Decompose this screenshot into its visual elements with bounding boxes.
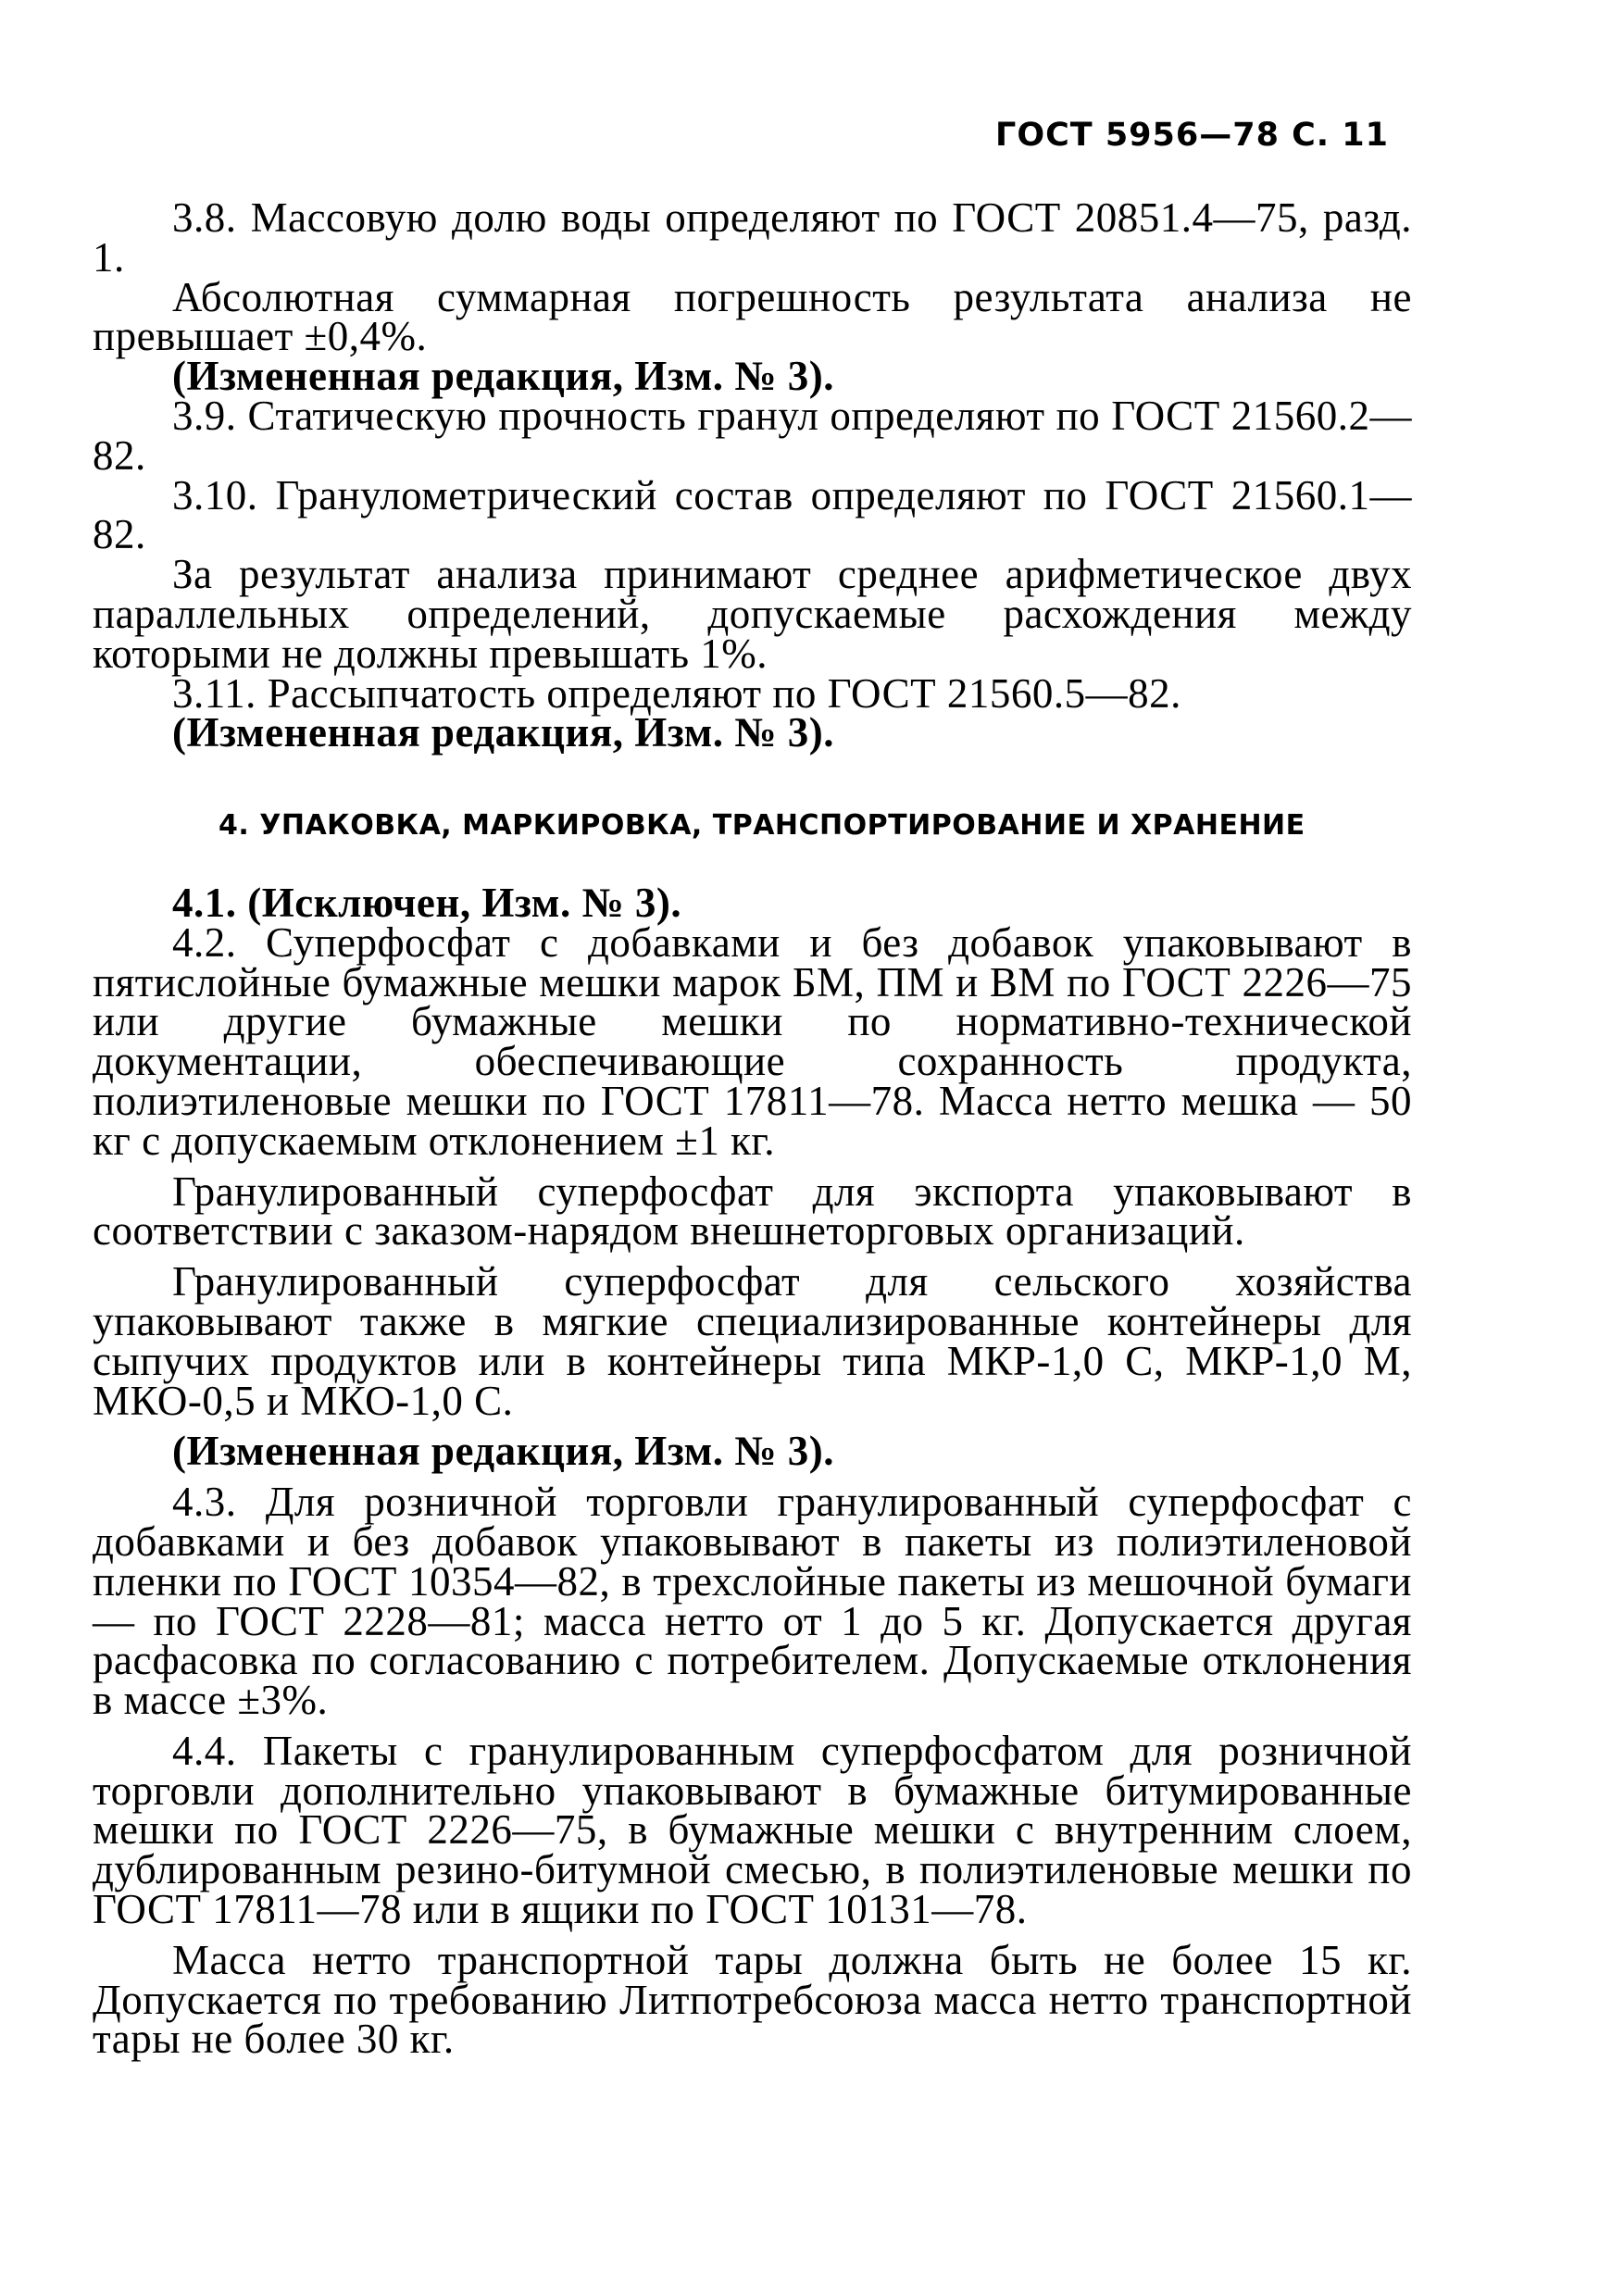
page-header: ГОСТ 5956—78 С. 11 <box>995 117 1389 154</box>
paragraph-3-9: 3.9. Статическую прочность гранул определяют по ГОСТ 21560.2—82. <box>93 392 1412 479</box>
paragraph-4-4: 4.4. Пакеты с гранулированным суперфосфатом для розничной торговли дополнительно упаковывают в бумажные битумированные мешки по ГОСТ 2226—75, в бумажные мешки с внутренним слоем, дублированным резино-битумной смесью, в полиэтиленовые мешки по ГОСТ 17811—78 или в ящики по ГОСТ 10131—78. <box>93 1727 1412 1933</box>
amendment-note: (Измененная редакция, Изм. № 3). <box>172 353 835 400</box>
paragraph-error-limit: Абсолютная суммарная погрешность результата анализа не превышает ±0,4%. <box>93 273 1412 360</box>
paragraph-3-10: 3.10. Гранулометрический состав определяют по ГОСТ 21560.1—82. <box>93 471 1412 558</box>
document-body <box>93 194 1412 2063</box>
paragraph-3-11: 3.11. Рассыпчатость определяют по ГОСТ 21560.5—82. <box>172 669 1181 717</box>
paragraph-export: Гранулированный суперфосфат для экспорта упаковывают в соответствии с заказом-нарядом внешнеторговых организаций. <box>93 1168 1412 1255</box>
paragraph-4-3: 4.3. Для розничной торговли гранулированный суперфосфат с добавками и без добавок упаковывают в пакеты из полиэтиленовой пленки по ГОСТ 10354—82, в трехслойные пакеты из мешочной бумаги — по ГОСТ 2228—81; масса нетто от 1 до 5 кг. Допускается другая расфасовка по согласованию с потребителем. Допускаемые отклонения в массе ±3%. <box>93 1479 1412 1724</box>
paragraph-4-2: 4.2. Суперфосфат с добавками и без добавок упаковывают в пятислойные бумажные мешки марок БМ, ПМ и ВМ по ГОСТ 2226—75 или другие бумажные мешки по нормативно-технической документации, обеспечивающие сохранность продукта, полиэтиленовые мешки по ГОСТ 17811—78. Масса нетто мешка — 50 кг с допускаемым отклонением ±1 кг. <box>93 918 1412 1164</box>
paragraph-result: За результат анализа принимают среднее арифметическое двух параллельных определений, допускаемые расхождения между которыми не должны превышать 1%. <box>93 551 1412 677</box>
paragraph-3-8: 3.8. Массовую долю воды определяют по ГОСТ 20851.4—75, разд. 1. <box>93 194 1412 281</box>
paragraph-agriculture: Гранулированный суперфосфат для сельского хозяйства упаковывают также в мягкие специализированные контейнеры для сыпучих продуктов или в контейнеры типа МКР-1,0 С, МКР-1,0 М, МКО-0,5 и МКО-1,0 С. <box>93 1258 1412 1424</box>
paragraph-transport-mass: Масса нетто транспортной тары должна быть не более 15 кг. Допускается по требованию Литпотребсоюза масса нетто транспортной тары не более 30 кг. <box>93 1936 1412 2063</box>
paragraph-4-1: 4.1. (Исключен, Изм. № 3). <box>172 879 682 926</box>
amendment-note: (Измененная редакция, Изм. № 3). <box>172 709 835 756</box>
section-heading: 4. УПАКОВКА, МАРКИРОВКА, ТРАНСПОРТИРОВАНИЕ И ХРАНЕНИЕ <box>219 809 1305 843</box>
amendment-note: (Измененная редакция, Изм. № 3). <box>172 1428 835 1475</box>
